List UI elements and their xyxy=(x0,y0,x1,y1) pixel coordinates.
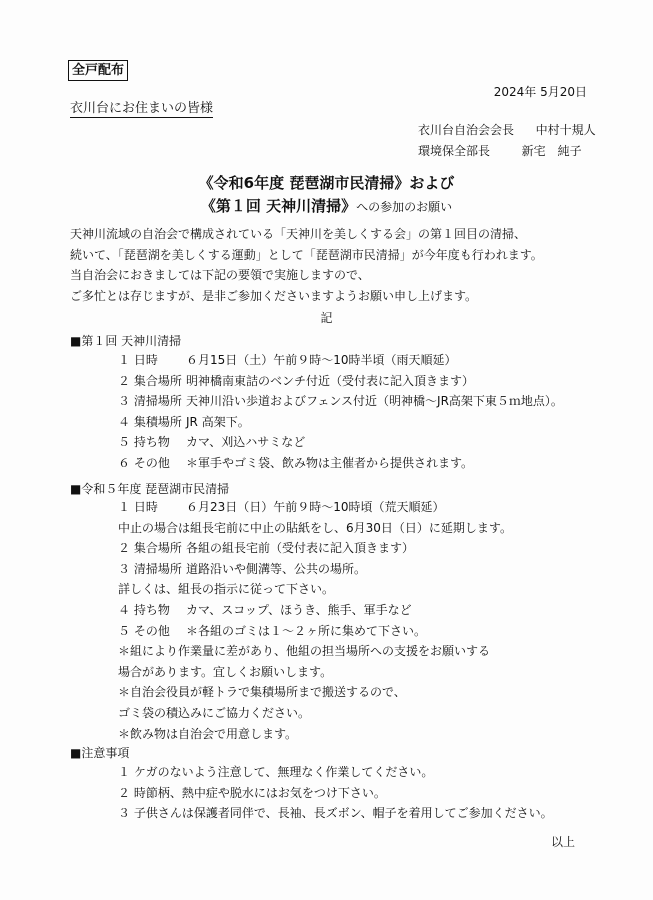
intro-paragraph xyxy=(70,224,543,306)
item-label: １ 日時 xyxy=(118,353,158,367)
item-value: 明神橋南東詰のベンチ付近（受付表に記入頂きます） xyxy=(186,373,475,388)
item-label: ３ 清掃場所 xyxy=(118,394,182,409)
item-value: ６月23日（日）午前９時〜10時頃（荒天順延） xyxy=(186,500,445,514)
list-item-continuation: ＊自治会役員が軽トラで集積場所まで搬送するので、 xyxy=(118,685,406,700)
item-value: ６月15日（土）午前９時〜10時半頃（雨天順延） xyxy=(186,353,457,367)
list-item-continuation: 詳しくは、組長の指示に従って下さい。 xyxy=(118,582,335,597)
list-item xyxy=(118,559,512,580)
item-value: カマ、刈込ハサミなど xyxy=(186,435,306,450)
list-item xyxy=(118,453,563,474)
item-value: JR 高架下。 xyxy=(186,414,250,429)
sender-line-2 xyxy=(418,143,582,159)
list-item-continuation: ゴミ袋の積込みにご協力ください。 xyxy=(118,705,311,720)
list-item xyxy=(118,432,563,453)
sender-name-1: 中村十規人 xyxy=(535,123,596,137)
list-item: ２ 時節柄、熱中症や脱水にはお気をつけ下さい。 xyxy=(118,785,386,800)
sender-name-2: 新宅 純子 xyxy=(521,144,582,158)
title-line-2 xyxy=(0,195,653,216)
title-suffix: への参加のお願い xyxy=(356,200,453,214)
list-item xyxy=(118,371,563,392)
item-label: ５ 持ち物 xyxy=(118,435,170,450)
item-label: １ 日時 xyxy=(118,500,158,514)
item-value: ＊軍手やゴミ袋、飲み物は主催者から提供されます。 xyxy=(186,455,474,470)
sender-line-1 xyxy=(418,122,596,138)
list-item xyxy=(118,600,512,621)
item-value: 各組の組長宅前（受付表に記入頂きます） xyxy=(186,541,415,556)
list-item xyxy=(118,412,563,433)
list-item-continuation: ＊組により作業量に差があり、他組の担当場所への支援をお願いする xyxy=(118,644,491,659)
list-item xyxy=(118,621,512,642)
section3-heading: ■注意事項 xyxy=(70,746,130,760)
item-value: 天神川沿い歩道およびフェンス付近（明神橋〜JR高架下東５ｍ地点）。 xyxy=(186,394,563,409)
intro-line: ご多忙とは存じますが、是非ご参加くださいますようお願い申し上げます。 xyxy=(70,288,478,303)
intro-line: 天神川流域の自治会で構成されている「天神川を美しくする会」の第１回目の清掃、 xyxy=(70,227,527,241)
list-item: ３ 子供さんは保護者同伴で、長袖、長ズボン、帽子を着用してご参加ください。 xyxy=(118,806,553,821)
intro-line: 続いて、「琵琶湖を美しくする運動」として「琵琶湖市民清掃」が今年度も行われます。 xyxy=(70,247,543,262)
addressee: 衣川台にお住まいの皆様 xyxy=(70,101,214,116)
list-item: １ ケガのないよう注意して、無理なく作業してください。 xyxy=(118,765,434,779)
item-label: ２ 集合場所 xyxy=(118,541,182,556)
list-item-continuation: 中止の場合は組長宅前に中止の貼紙をし、6月30日（日）に延期します。 xyxy=(118,520,512,535)
item-label: ４ 持ち物 xyxy=(118,602,170,617)
item-value: カマ、スコップ、ほうき、熊手、軍手など xyxy=(186,602,412,617)
list-item xyxy=(118,391,563,412)
title-main: 《第１回 天神川清掃》 xyxy=(200,197,357,215)
document-date: 2024年 5月20日 xyxy=(493,85,587,99)
distribution-badge: 全戸配布 xyxy=(68,60,128,81)
list-item xyxy=(118,497,512,518)
list-item xyxy=(118,538,512,559)
list-item xyxy=(118,350,563,371)
closing-mark: 以上 xyxy=(550,835,575,849)
section2-heading: ■令和５年度 琵琶湖市民清掃 xyxy=(70,482,230,496)
section1-heading: ■第１回 天神川清掃 xyxy=(70,334,182,348)
item-value: ＊各組のゴミは１〜２ヶ所に集めて下さい。 xyxy=(186,623,427,638)
section1-list xyxy=(118,350,563,474)
intro-line: 当自治会におきましては下記の要領で実施しますので、 xyxy=(70,268,370,282)
item-label: ５ その他 xyxy=(118,623,170,638)
item-label: ２ 集合場所 xyxy=(118,373,182,388)
item-value: 道路沿いや側溝等、公共の場所。 xyxy=(186,561,367,576)
item-label: ６ その他 xyxy=(118,455,170,470)
section3-list xyxy=(118,762,553,824)
ki-marker: 記 xyxy=(320,311,333,325)
title-line-1: 《令和6年度 琵琶湖市民清掃》および xyxy=(198,174,455,192)
sender-title-1: 衣川台自治会会長 xyxy=(418,123,515,137)
section2-list xyxy=(118,497,512,744)
list-item-continuation: ＊飲み物は自治会で用意します。 xyxy=(118,726,298,741)
sender-title-2: 環境保全部長 xyxy=(418,144,491,158)
list-item-continuation: 場合があります。宜しくお願いします。 xyxy=(118,664,333,679)
item-label: ４ 集積場所 xyxy=(118,414,182,429)
item-label: ３ 清掃場所 xyxy=(118,561,182,576)
